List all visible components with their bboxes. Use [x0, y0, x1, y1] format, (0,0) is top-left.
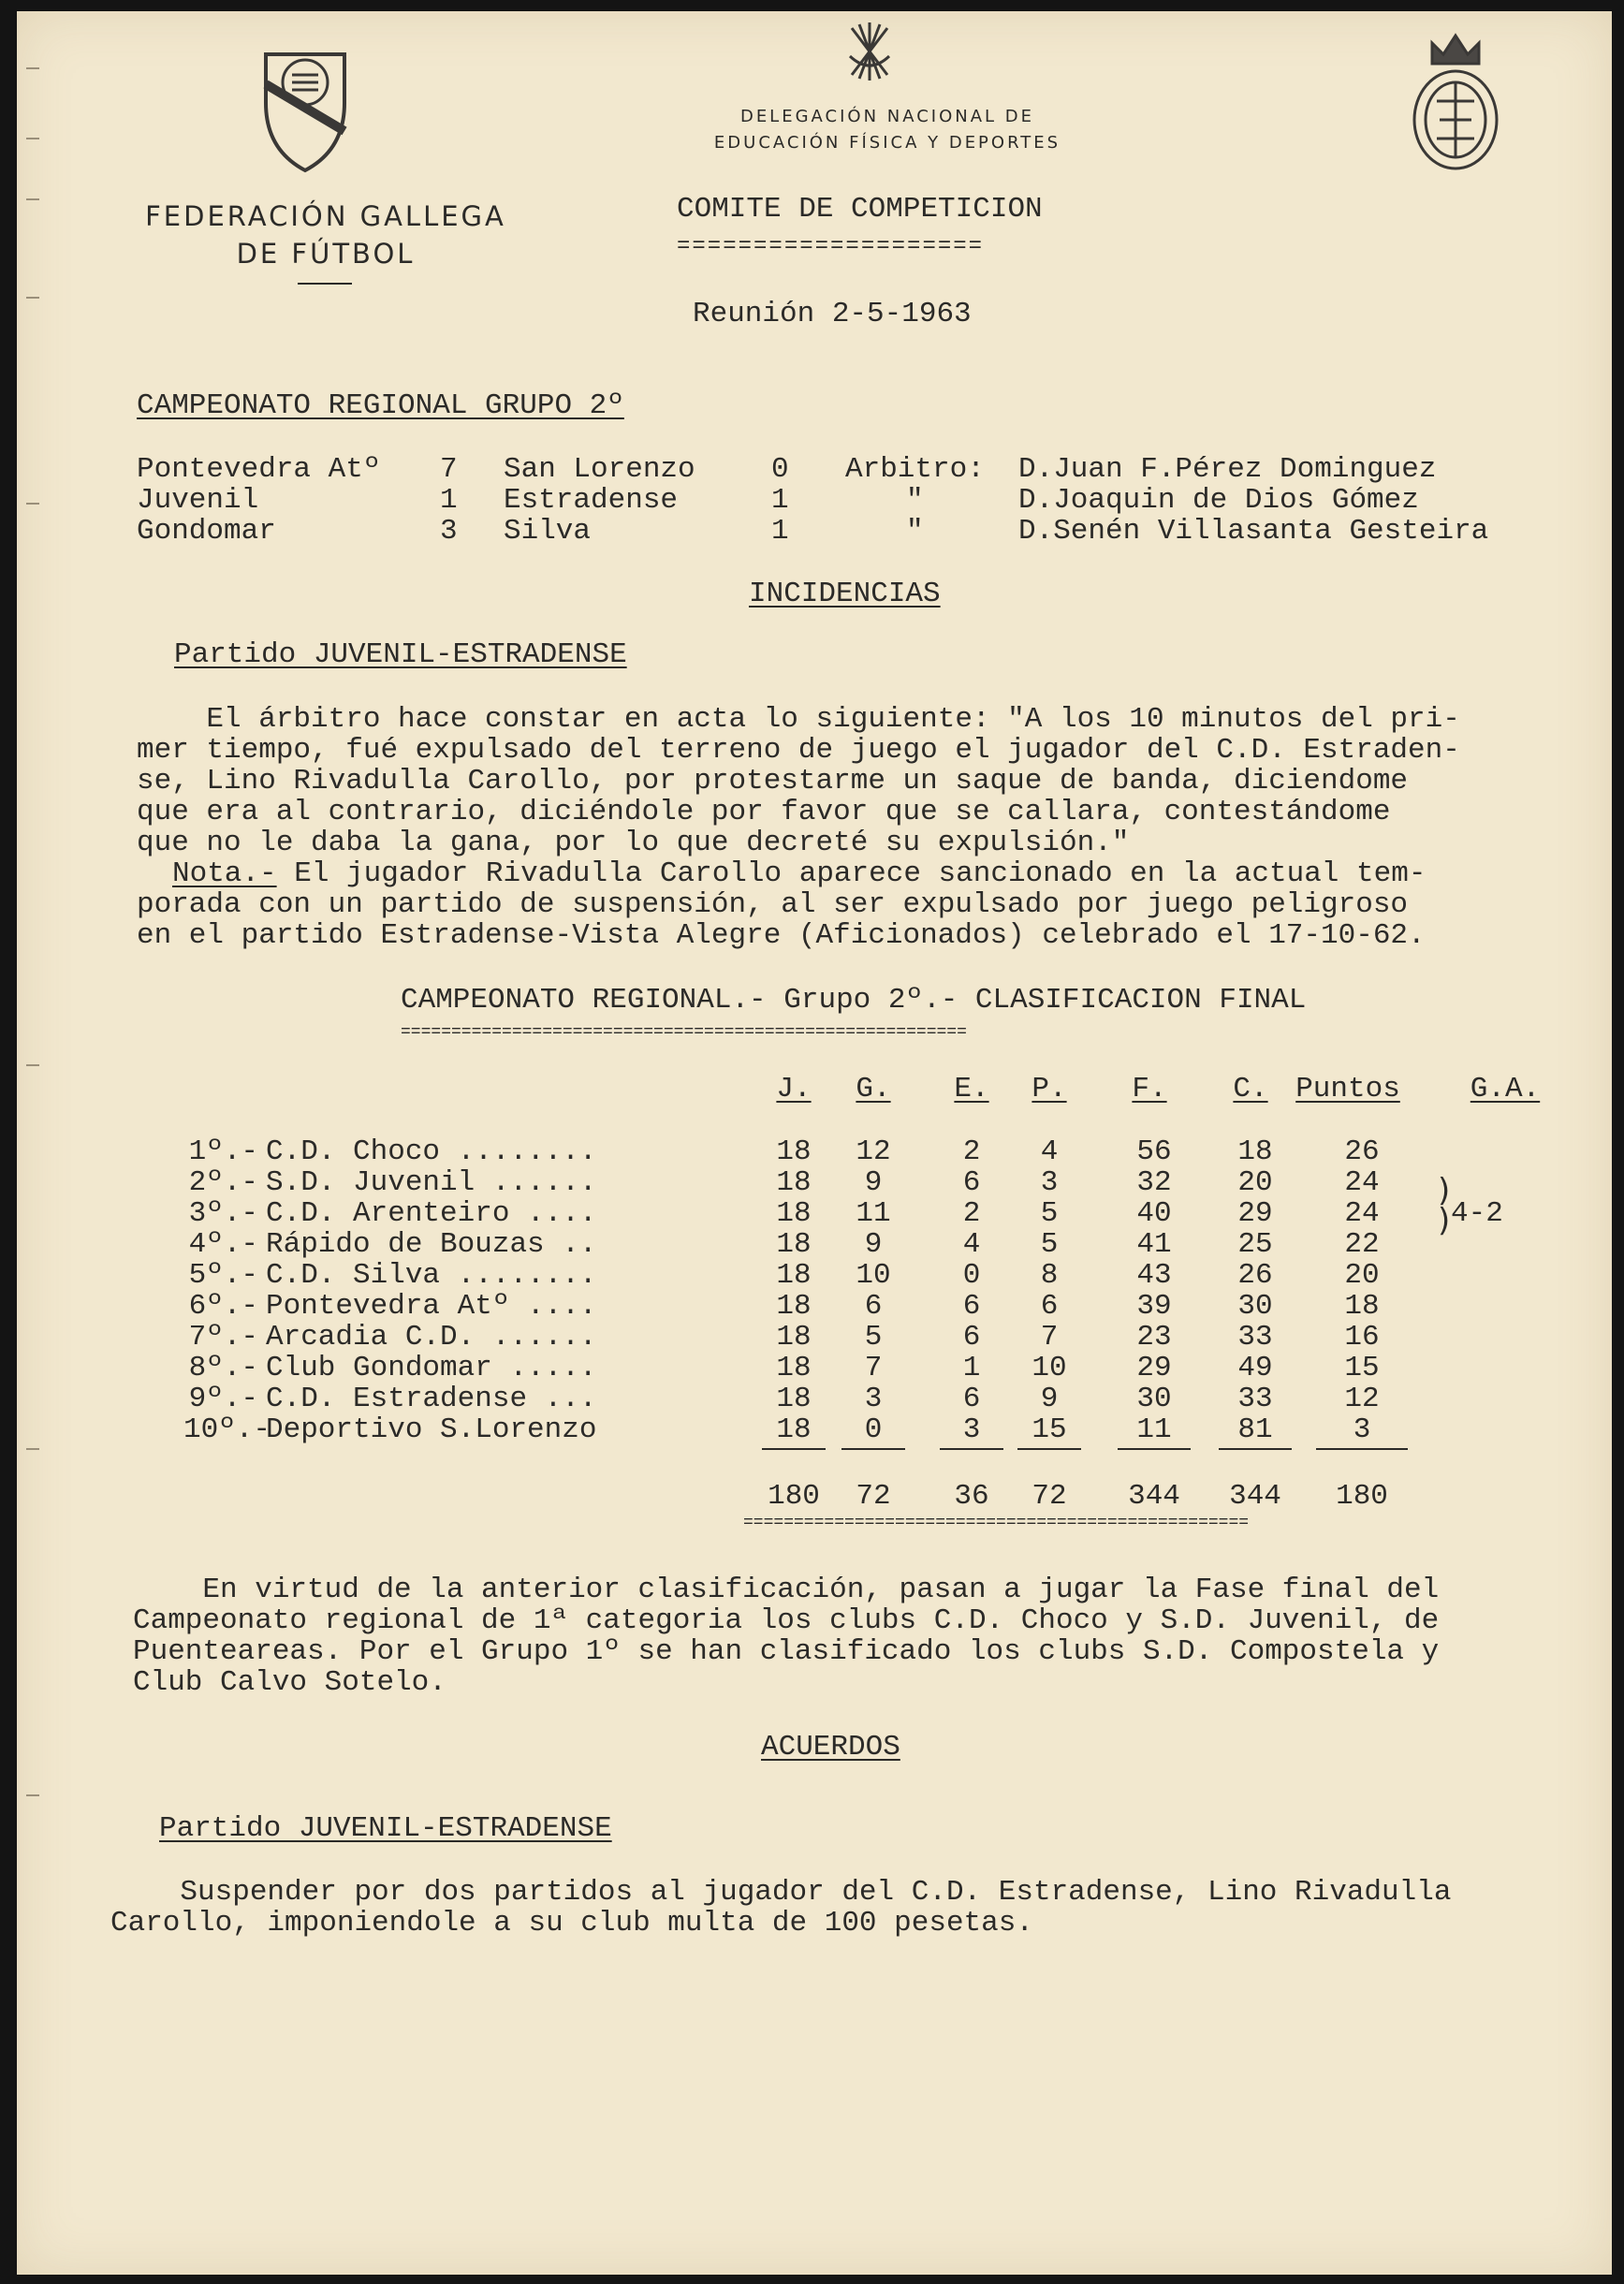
stat-cell-pts: 18 — [1344, 1290, 1380, 1323]
stat-cell-j: 18 — [776, 1413, 812, 1446]
stat-cell-c: 29 — [1237, 1197, 1273, 1230]
incidencias-title: INCIDENCIAS — [749, 578, 941, 610]
note-label: Nota.- — [172, 857, 277, 890]
stat-cell-p: 5 — [1040, 1228, 1059, 1261]
binder-mark — [26, 1794, 39, 1796]
stat-cell-p: 8 — [1040, 1259, 1059, 1292]
stat-cell-p: 5 — [1040, 1197, 1059, 1230]
column-header: J. — [776, 1073, 812, 1105]
referee-name: D.Senén Villasanta Gesteira — [1018, 515, 1489, 548]
total-e: 36 — [954, 1480, 989, 1513]
position-label: 10º.- — [183, 1413, 271, 1446]
position-label: 6º.- — [188, 1290, 258, 1323]
note-text: El jugador Rivadulla Carollo aparece sancionado en la actual tem- — [276, 857, 1426, 890]
incidencias-match: Partido JUVENIL-ESTRADENSE — [174, 638, 627, 671]
stat-cell-c: 18 — [1237, 1135, 1273, 1168]
stat-cell-g: 12 — [856, 1135, 891, 1168]
stat-cell-c: 26 — [1237, 1259, 1273, 1292]
stat-cell-pts: 20 — [1344, 1259, 1380, 1292]
results-section-title: CAMPEONATO REGIONAL GRUPO 2º — [137, 389, 624, 422]
team-name: Deportivo S.Lorenzo — [266, 1413, 597, 1446]
committee-title: COMITE DE COMPETICION — [677, 193, 1043, 226]
shield-emblem-icon — [258, 47, 352, 178]
position-label: 1º.- — [188, 1135, 258, 1168]
stat-cell-j: 18 — [776, 1166, 812, 1199]
team-name: C.D. Choco ........ — [266, 1135, 597, 1168]
stat-cell-p: 9 — [1040, 1383, 1059, 1415]
binder-mark — [26, 1064, 39, 1066]
result-home-team: Pontevedra Atº — [137, 453, 381, 486]
stat-cell-j: 18 — [776, 1197, 812, 1230]
note-paragraph: porada con un partido de suspensión, al ser expulsado por juego peligroso en el partido Estradense-Vista Alegre (Aficionados) celebrado el 17-10-62. — [137, 888, 1426, 952]
crowned-crest-icon — [1404, 26, 1507, 176]
stat-cell-f: 32 — [1136, 1166, 1172, 1199]
binder-mark — [26, 198, 39, 200]
tiebreak-brace: ) — [1438, 1202, 1451, 1239]
stat-cell-g: 3 — [864, 1383, 883, 1415]
result-away-team: Estradense — [504, 484, 679, 517]
stat-cell-c: 33 — [1237, 1321, 1273, 1354]
stat-cell-j: 18 — [776, 1321, 812, 1354]
incidencias-paragraph: El árbitro hace constar en acta lo siguiente: "A los 10 minutos del pri- mer tiempo, fué expulsado del terreno de juego el jugador del C.D. Estraden- se, Lino Rivadulla Carollo, por protestarme un saque de banda, diciendome que era al contrario, diciéndole por favor que se callara, contestándome que no le daba la gana, por lo que decreté su expulsión." — [137, 703, 1460, 859]
meeting-date: Reunión 2-5-1963 — [693, 298, 972, 330]
stat-cell-pts: 22 — [1344, 1228, 1380, 1261]
column-header: F. — [1132, 1073, 1167, 1105]
stat-cell-c: 49 — [1237, 1352, 1273, 1384]
sum-underline — [1316, 1448, 1408, 1450]
stat-cell-e: 6 — [962, 1166, 981, 1199]
binder-mark — [26, 297, 39, 299]
result-home-team: Juvenil — [137, 484, 259, 517]
stat-cell-g: 6 — [864, 1290, 883, 1323]
summary-paragraph: En virtud de la anterior clasificación, pasan a jugar la Fase final del Campeonato regional de 1ª categoria los clubs C.D. Choco y S.D. Juvenil, de Puenteareas. Por el Grupo 1º se han clasificado los clubs S.D. Compostela y Club Calvo Sotelo. — [133, 1574, 1440, 1699]
result-home-team: Gondomar — [137, 515, 276, 548]
stat-cell-p: 4 — [1040, 1135, 1059, 1168]
committee-title-rule: ==================== — [677, 234, 985, 259]
stat-cell-pts: 24 — [1344, 1197, 1380, 1230]
stat-cell-pts: 15 — [1344, 1352, 1380, 1384]
stat-cell-p: 15 — [1031, 1413, 1067, 1446]
team-name: Rápido de Bouzas .. — [266, 1228, 597, 1261]
federation-name-line1: FEDERACIÓN GALLEGA — [145, 200, 506, 232]
result-home-goals: 1 — [440, 484, 458, 517]
stat-cell-p: 3 — [1040, 1166, 1059, 1199]
delegation-line1: DELEGACIÓN NACIONAL DE — [739, 107, 1035, 126]
stat-cell-e: 6 — [962, 1290, 981, 1323]
stat-cell-pts: 3 — [1353, 1413, 1371, 1446]
binder-mark — [26, 67, 39, 69]
stat-cell-g: 9 — [864, 1228, 883, 1261]
sum-underline — [762, 1448, 826, 1450]
stat-cell-f: 40 — [1136, 1197, 1172, 1230]
stat-cell-j: 18 — [776, 1259, 812, 1292]
tiebreak-brace: ) — [1438, 1172, 1451, 1209]
federation-name-line2: DE FÚTBOL — [236, 238, 416, 270]
column-header: G.A. — [1470, 1073, 1541, 1105]
position-label: 3º.- — [188, 1197, 258, 1230]
stat-cell-pts: 24 — [1344, 1166, 1380, 1199]
yoke-and-arrows-icon — [842, 19, 897, 86]
column-header: E. — [954, 1073, 989, 1105]
referee-ditto: " — [906, 484, 924, 517]
stat-cell-p: 10 — [1031, 1352, 1067, 1384]
stat-cell-g: 0 — [864, 1413, 883, 1446]
total-g: 72 — [856, 1480, 891, 1513]
team-name: Club Gondomar ..... — [266, 1352, 597, 1384]
stat-cell-e: 1 — [962, 1352, 981, 1384]
acuerdos-paragraph: Suspender por dos partidos al jugador del C.D. Estradense, Lino Rivadulla Carollo, imponiendole a su club multa de 100 pesetas. — [110, 1876, 1452, 1940]
stat-cell-p: 7 — [1040, 1321, 1059, 1354]
team-name: Pontevedra Atº .... — [266, 1290, 597, 1323]
stat-cell-pts: 26 — [1344, 1135, 1380, 1168]
position-label: 8º.- — [188, 1352, 258, 1384]
column-header: C. — [1233, 1073, 1268, 1105]
sum-underline — [940, 1448, 1003, 1450]
referee-name: D.Juan F.Pérez Dominguez — [1018, 453, 1437, 486]
acuerdos-title: ACUERDOS — [761, 1731, 900, 1764]
position-label: 2º.- — [188, 1166, 258, 1199]
position-label: 7º.- — [188, 1321, 258, 1354]
binder-mark — [26, 1448, 39, 1450]
stat-cell-g: 11 — [856, 1197, 891, 1230]
stat-cell-e: 4 — [962, 1228, 981, 1261]
stat-cell-f: 23 — [1136, 1321, 1172, 1354]
note-line — [172, 858, 1426, 889]
referee-label: Arbitro: — [845, 453, 985, 486]
result-away-team: San Lorenzo — [504, 453, 695, 486]
sum-underline — [1219, 1448, 1292, 1450]
result-home-goals: 7 — [440, 453, 458, 486]
stat-cell-j: 18 — [776, 1352, 812, 1384]
stat-cell-g: 10 — [856, 1259, 891, 1292]
total-p: 72 — [1031, 1480, 1067, 1513]
stat-cell-g: 5 — [864, 1321, 883, 1354]
team-name: C.D. Silva ........ — [266, 1259, 597, 1292]
referee-name: D.Joaquin de Dios Gómez — [1018, 484, 1419, 517]
result-away-team: Silva — [504, 515, 592, 548]
stat-cell-f: 56 — [1136, 1135, 1172, 1168]
stat-cell-e: 3 — [962, 1413, 981, 1446]
result-home-goals: 3 — [440, 515, 458, 548]
position-label: 5º.- — [188, 1259, 258, 1292]
binder-mark — [26, 138, 39, 139]
stat-cell-c: 30 — [1237, 1290, 1273, 1323]
column-header: Puntos — [1295, 1073, 1400, 1105]
stat-cell-c: 25 — [1237, 1228, 1273, 1261]
total-j: 180 — [768, 1480, 820, 1513]
stat-cell-j: 18 — [776, 1290, 812, 1323]
binder-mark — [26, 503, 39, 505]
stat-cell-c: 20 — [1237, 1166, 1273, 1199]
stat-cell-f: 43 — [1136, 1259, 1172, 1292]
result-away-goals: 1 — [771, 484, 789, 517]
classification-title-rule: ======================================================== — [401, 1023, 967, 1042]
column-header: G. — [856, 1073, 891, 1105]
team-name: C.D. Estradense ... — [266, 1383, 597, 1415]
total-pts: 180 — [1336, 1480, 1388, 1513]
stat-cell-pts: 12 — [1344, 1383, 1380, 1415]
stat-cell-e: 2 — [962, 1135, 981, 1168]
stat-cell-e: 0 — [962, 1259, 981, 1292]
stat-cell-g: 7 — [864, 1352, 883, 1384]
stat-cell-c: 33 — [1237, 1383, 1273, 1415]
sum-underline — [841, 1448, 905, 1450]
stat-cell-c: 81 — [1237, 1413, 1273, 1446]
stat-cell-e: 6 — [962, 1321, 981, 1354]
acuerdos-match: Partido JUVENIL-ESTRADENSE — [159, 1812, 612, 1845]
stat-cell-f: 29 — [1136, 1352, 1172, 1384]
delegation-line2: EDUCACIÓN FÍSICA Y DEPORTES — [713, 133, 1061, 153]
stat-cell-p: 6 — [1040, 1290, 1059, 1323]
position-label: 4º.- — [188, 1228, 258, 1261]
stat-cell-f: 11 — [1136, 1413, 1172, 1446]
stat-cell-f: 41 — [1136, 1228, 1172, 1261]
stat-cell-pts: 16 — [1344, 1321, 1380, 1354]
sum-underline — [1017, 1448, 1081, 1450]
stat-cell-e: 2 — [962, 1197, 981, 1230]
result-away-goals: 0 — [771, 453, 789, 486]
sum-underline — [1118, 1448, 1191, 1450]
stat-cell-f: 30 — [1136, 1383, 1172, 1415]
stat-cell-j: 18 — [776, 1135, 812, 1168]
result-away-goals: 1 — [771, 515, 789, 548]
totals-double-rule: ================================================== — [743, 1514, 1250, 1532]
stat-cell-e: 6 — [962, 1383, 981, 1415]
total-c: 344 — [1229, 1480, 1281, 1513]
team-name: C.D. Arenteiro .... — [266, 1197, 597, 1230]
goal-average-value: 4-2 — [1451, 1197, 1503, 1230]
federation-underline — [298, 283, 352, 285]
team-name: S.D. Juvenil ...... — [266, 1166, 597, 1199]
position-label: 9º.- — [188, 1383, 258, 1415]
stat-cell-j: 18 — [776, 1228, 812, 1261]
classification-title: CAMPEONATO REGIONAL.- Grupo 2º.- CLASIFICACION FINAL — [401, 984, 1307, 1017]
stat-cell-j: 18 — [776, 1383, 812, 1415]
team-name: Arcadia C.D. ...... — [266, 1321, 597, 1354]
column-header: P. — [1031, 1073, 1067, 1105]
total-f: 344 — [1128, 1480, 1180, 1513]
document-page — [17, 11, 1612, 2275]
stat-cell-g: 9 — [864, 1166, 883, 1199]
referee-ditto: " — [906, 515, 924, 548]
stat-cell-f: 39 — [1136, 1290, 1172, 1323]
